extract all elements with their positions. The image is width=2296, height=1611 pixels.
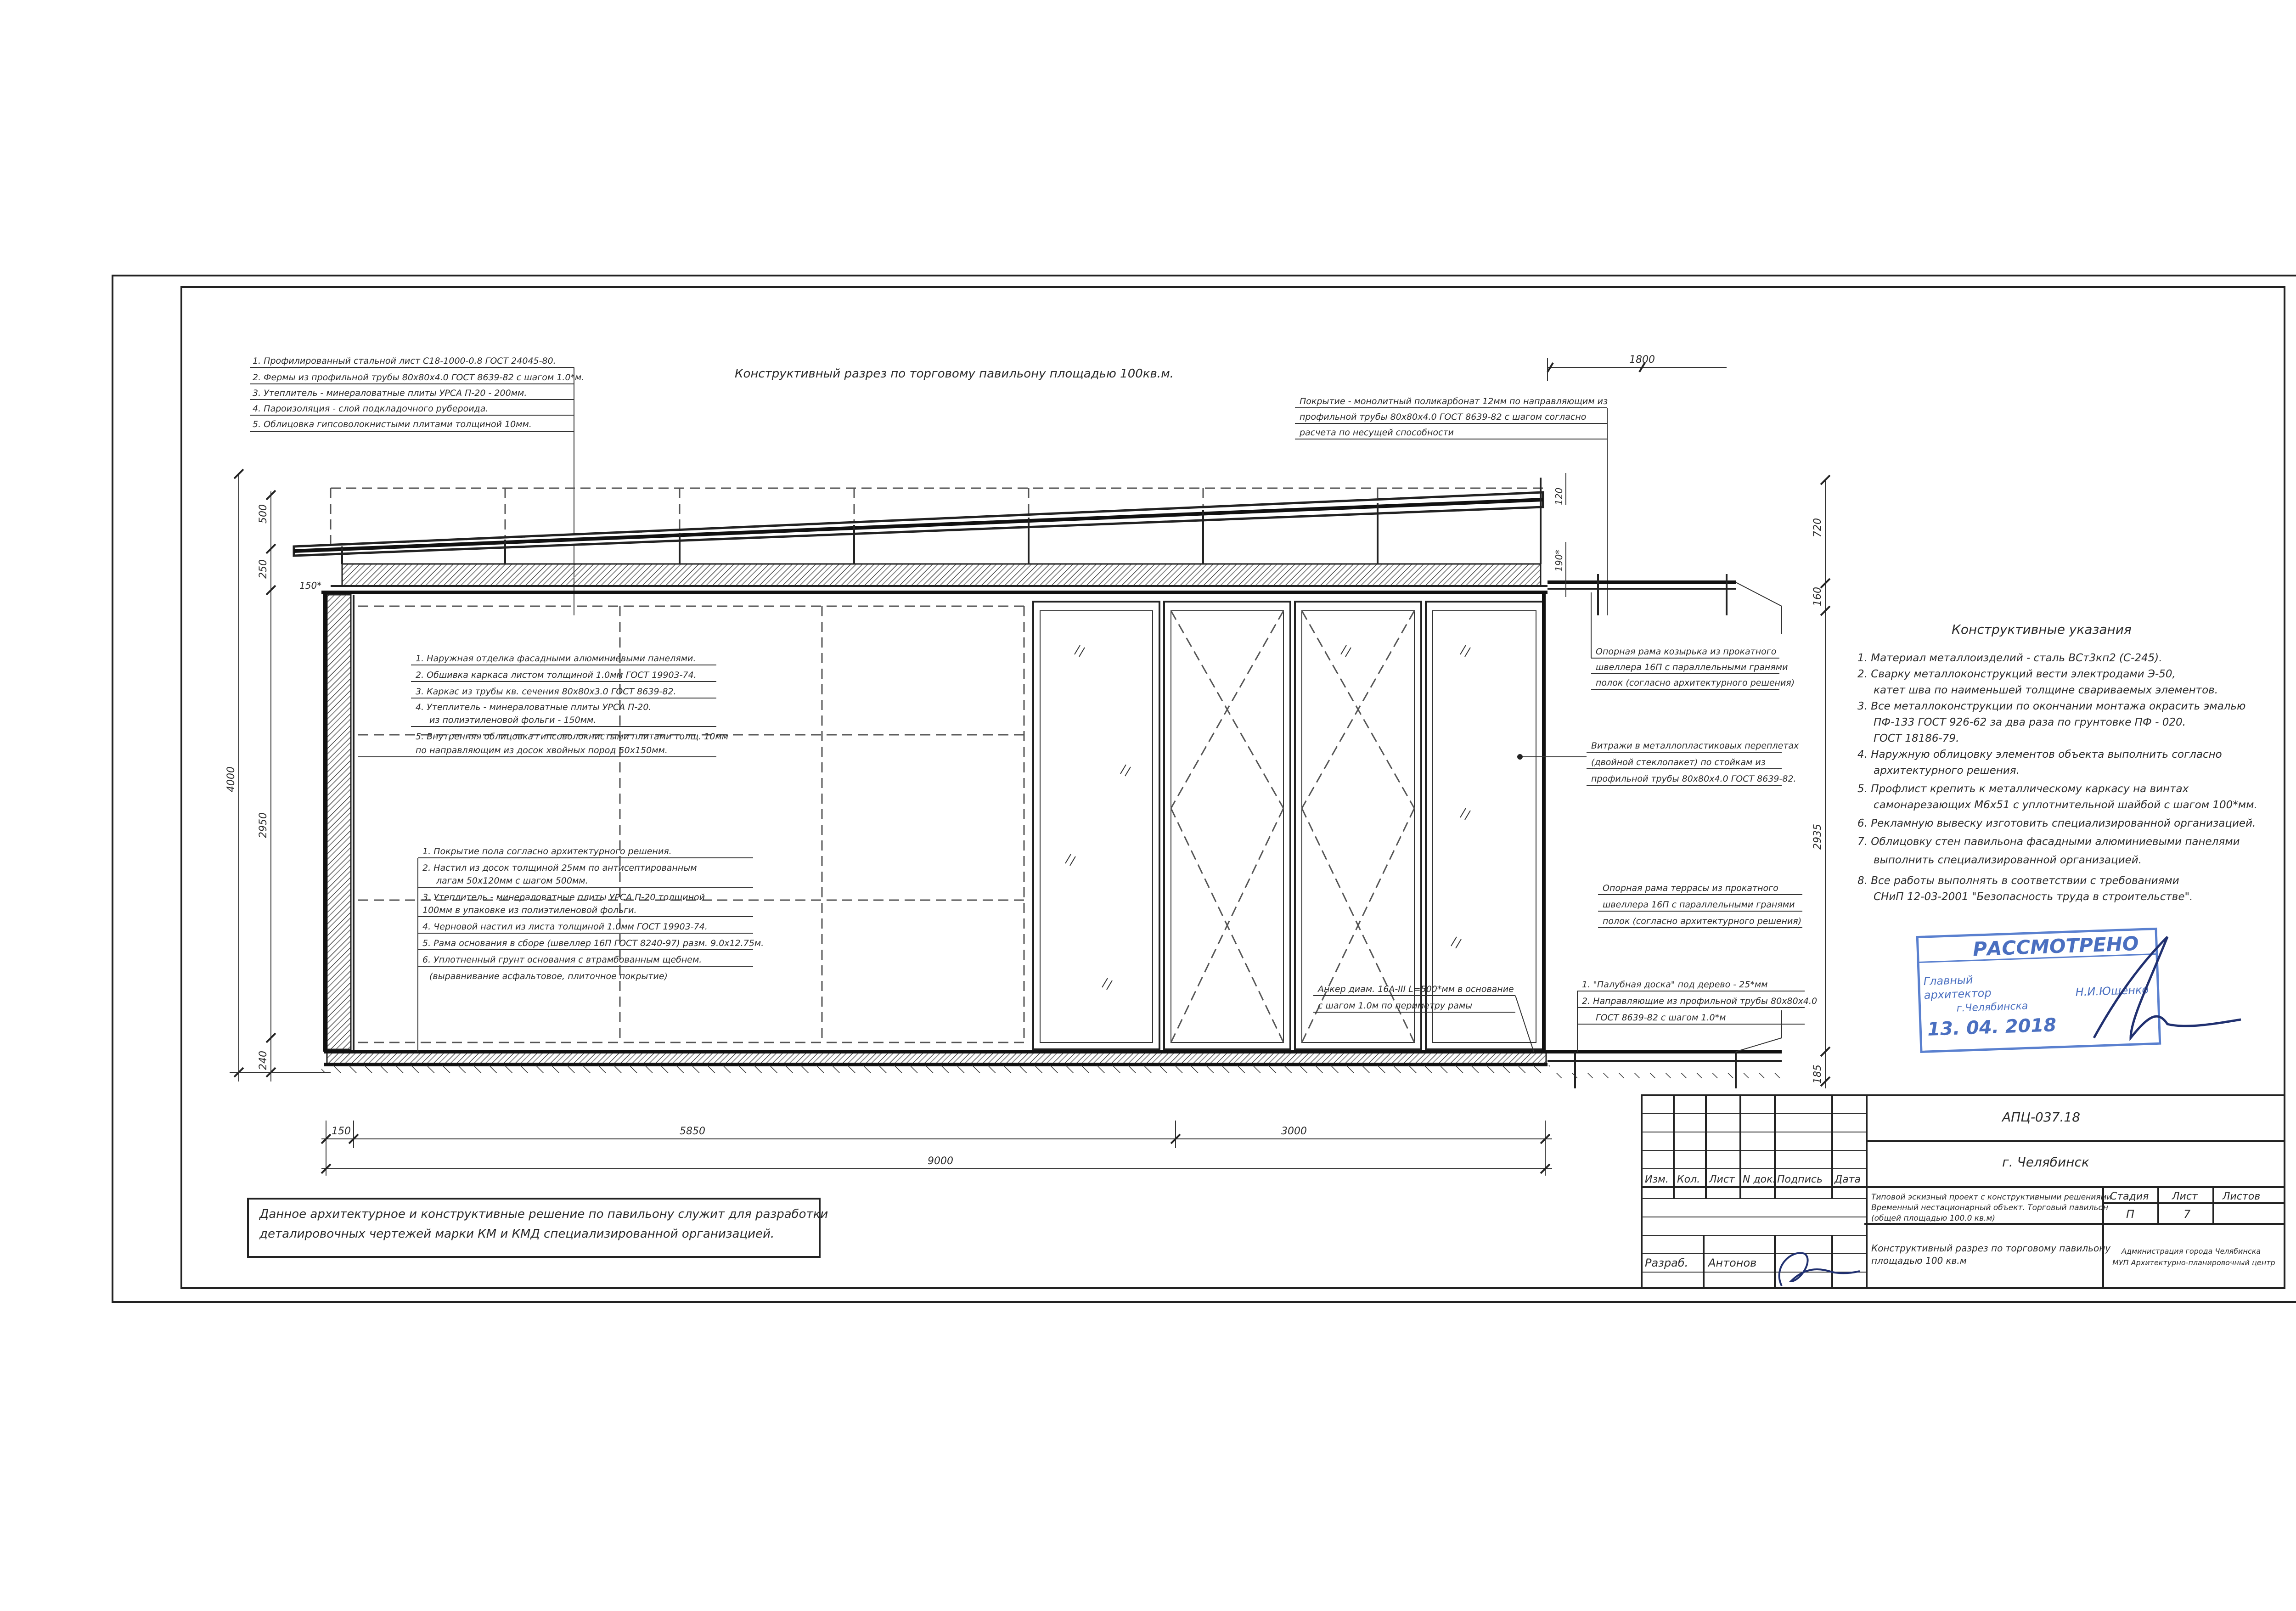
sheets-header: Листов — [2223, 1191, 2261, 1202]
bottom-dimensions — [321, 1121, 1552, 1176]
visor-note-1: Опорная рама козырька из прокатного — [1596, 647, 1777, 657]
roof-layer-3: 3. Утеплитель - минераловатные плиты УРСА П-20 - 200мм. — [253, 388, 527, 398]
instr-5: 5. Профлист крепить к металлическому каркасу на винтах — [1857, 783, 2189, 795]
terrace-layers-note — [1577, 980, 1817, 1052]
visor-note-3: полок (согласно архитектурного решения) — [1596, 678, 1795, 688]
terrace-layer-2: 2. Направляющие из профильной трубы 80х80х4.0 — [1582, 996, 1818, 1006]
floor-layer-1: 1. Покрытие пола согласно архитектурного решения. — [422, 846, 672, 856]
bottom-note-line-2: деталировочных чертежей марки КМ и КМД специализированной организацией. — [259, 1227, 775, 1241]
window-note-1: Витражи в металлопластиковых переплетах — [1591, 741, 1799, 751]
dim-2935: 2935 — [1812, 824, 1823, 850]
stamp-head: РАССМОТРЕНО — [1972, 932, 2139, 961]
stage-header: Стадия — [2110, 1191, 2149, 1202]
stage-value: П — [2126, 1208, 2135, 1221]
dim-500: 500 — [258, 504, 269, 524]
terrace-note-2: швеллера 16П с параллельными гранями — [1603, 900, 1795, 910]
wall-layers-legend — [358, 653, 728, 757]
instr-6: 6. Рекламную вывеску изготовить специализированной организацией. — [1857, 817, 2256, 829]
floor-layer-2b: лагам 50х120мм с шагом 500мм. — [436, 876, 588, 886]
project-line-1: Типовой эскизный проект с конструктивными решениями — [1871, 1193, 2112, 1202]
instr-4: 4. Наружную облицовку элементов объекта выполнить согласно — [1857, 749, 2222, 760]
instr-2: 2. Сварку металлоконструкций вести электродами Э-50, — [1857, 668, 2176, 680]
terrace-note-1: Опорная рама террасы из прокатного — [1603, 883, 1778, 893]
floor-layer-3: 3. Утеплитель - минераловатные плиты УРСА П-20 толщиной — [422, 892, 705, 902]
sheet-value: 7 — [2183, 1208, 2191, 1221]
window-frames — [1033, 592, 1544, 1052]
floor-layer-4: 4. Черновой настил из листа толщиной 1.0мм ГОСТ 19903-74. — [422, 922, 708, 932]
instr-8: 8. Все работы выполнять в соответствии с требованиями — [1857, 875, 2179, 887]
instr-2b: катет шва по наименьшей толщине свариваемых элементов. — [1874, 684, 2218, 696]
stamp-role-2: архитектор — [1924, 986, 1992, 1002]
wall-layer-4b: из полиэтиленовой фольги - 150мм. — [429, 715, 597, 725]
sheet-title-2: площадью 100 кв.м — [1871, 1255, 1967, 1266]
dim-150-gap: 150* — [299, 580, 322, 591]
bottom-note-line-1: Данное архитектурное и конструктивные решение по павильону служит для разработки — [259, 1207, 828, 1221]
floor-layer-6: 6. Уплотненный грунт основания с втрамбованным щебнем. — [422, 955, 702, 965]
dim-250: 250 — [258, 559, 269, 579]
canopy-note-line-1: Покрытие - монолитный поликарбонат 12мм по направляющим из — [1300, 396, 1608, 406]
doc-city: г. Челябинск — [2002, 1155, 2089, 1170]
col-podp: Подпись — [1777, 1174, 1823, 1185]
sheet-header: Лист — [2172, 1191, 2198, 1202]
wall-layer-2: 2. Обшивка каркаса листом толщиной 1.0мм ГОСТ 19903-74. — [416, 670, 697, 680]
instr-1: 1. Материал металлоизделий - сталь ВСт3кп2 (С-245). — [1857, 652, 2162, 664]
dim-185: 185 — [1812, 1065, 1823, 1084]
org-line-1: Администрация города Челябинска — [2122, 1247, 2261, 1256]
terrace-note-3: полок (согласно архитектурного решения) — [1603, 916, 1802, 926]
author-name: Антонов — [1708, 1256, 1757, 1269]
dim-720: 720 — [1812, 518, 1823, 537]
wall-layer-3: 3. Каркас из трубы кв. сечения 80х80х3.0 ГОСТ 8639-82. — [416, 687, 676, 697]
dim-5850: 5850 — [680, 1126, 705, 1137]
dim-bottom-150: 150 — [332, 1126, 351, 1137]
terrace-layer-2b: ГОСТ 8639-82 с шагом 1.0*м — [1596, 1013, 1726, 1023]
floor-layer-5: 5. Рама основания в сборе (швеллер 16П ГОСТ 8240-97) разм. 9.0х12.75м. — [422, 938, 764, 948]
roof-layer-2: 2. Фермы из профильной трубы 80х80х4.0 ГОСТ 8639-82 с шагом 1.0*м. — [253, 372, 585, 383]
instr-8b: СНиП 12-03-2001 "Безопасность труда в строительстве". — [1874, 891, 2193, 903]
dim-1800: 1800 — [1629, 354, 1655, 366]
bottom-note — [248, 1199, 828, 1257]
canopy-note-line-3: расчета по несущей способности — [1300, 428, 1454, 438]
project-line-2: Временный нестационарный объект. Торговый павильон — [1871, 1203, 2109, 1212]
dim-190: 190* — [1553, 549, 1564, 572]
floor-layer-6b: (выравнивание асфальтовое, плиточное покрытие) — [429, 971, 668, 981]
dim-240: 240 — [258, 1051, 269, 1070]
instr-5b: самонарезающих М6х51 с уплотнительной шайбой с шагом 100*мм. — [1874, 799, 2257, 811]
razrab-label: Разраб. — [1645, 1256, 1688, 1269]
left-dimensions — [225, 469, 331, 1082]
instr-7: 7. Облицовку стен павильона фасадными алюминиевыми панелями — [1857, 836, 2240, 848]
terrace-note — [1598, 883, 1802, 928]
instr-7b: выполнить специализированной организацией. — [1874, 854, 2142, 866]
stamp-date: 13. 04. 2018 — [1927, 1014, 2057, 1040]
col-ndok: N док. — [1743, 1174, 1776, 1185]
floor-layers-legend — [418, 846, 764, 1052]
window-note — [1517, 741, 1799, 785]
roof-layer-4: 4. Пароизоляция - слой подкладочного рубероида. — [253, 404, 489, 414]
dim-120: 120 — [1553, 487, 1564, 505]
stamp-city: г.Челябинска — [1956, 1000, 2028, 1014]
construction-instructions — [1857, 622, 2257, 903]
visor — [1548, 574, 1782, 634]
wall-layer-5b: по направляющим из досок хвойных пород 50х150мм. — [416, 745, 668, 755]
instr-3c: ГОСТ 18186-79. — [1874, 732, 1959, 744]
project-line-3: (общей площадью 100.0 кв.м) — [1871, 1214, 1995, 1223]
sheet-title-1: Конструктивный разрез по торговому павильону — [1871, 1243, 2111, 1254]
stamp-name: Н.И.Ющенко — [2075, 983, 2149, 999]
ground — [321, 1065, 1550, 1073]
col-data: Дата — [1835, 1174, 1861, 1185]
window-note-3: профильной трубы 80х80х4.0 ГОСТ 8639-82. — [1591, 774, 1796, 784]
anchor-note-1: Анкер диам. 16А-III L=500*мм в основание — [1318, 984, 1514, 994]
instructions-title: Конструктивные указания — [1952, 622, 2132, 637]
instr-3: 3. Все металлоконструкции по окончании монтажа окрасить эмалью — [1857, 700, 2246, 712]
col-list: Лист — [1709, 1174, 1735, 1185]
dim-4000: 4000 — [225, 766, 237, 792]
col-izm: Изм. — [1645, 1174, 1669, 1185]
doc-code: АПЦ-037.18 — [2002, 1110, 2081, 1125]
dim-canopy-1800 — [1548, 354, 1727, 381]
org-line-2: МУП Архитектурно-планировочный центр — [2112, 1258, 2275, 1267]
roof-insulation — [342, 564, 1541, 586]
stamp-role-1: Главный — [1923, 973, 1973, 988]
terrace-layer-1: 1. "Палубная доска" под дерево - 25*мм — [1582, 980, 1768, 990]
wall-layer-4: 4. Утеплитель - минераловатные плиты УРСА П-20. — [416, 702, 652, 712]
anchor-note-2: с шагом 1.0м по периметру рамы — [1318, 1001, 1473, 1011]
dim-3000: 3000 — [1281, 1126, 1307, 1137]
window-note-2: (двойной стеклопакет) по стойкам из — [1591, 757, 1766, 767]
floor-layer-3b: 100мм в упаковке из полиэтиленовой фольги. — [422, 905, 637, 915]
instr-4b: архитектурного решения. — [1874, 765, 2020, 777]
anchor-note — [1313, 984, 1534, 1052]
left-wall — [327, 595, 351, 1049]
wall-layer-1: 1. Наружная отделка фасадными алюминиевыми панелями. — [416, 653, 696, 664]
floor-layer-2: 2. Настил из досок толщиной 25мм по антисептированным — [422, 863, 697, 873]
canopy-note-line-2: профильной трубы 80х80х4.0 ГОСТ 8639-82 с шагом согласно — [1300, 412, 1587, 422]
author-signature — [1779, 1253, 1860, 1286]
instr-3b: ПФ-133 ГОСТ 926-62 за два раза по грунтовке ПФ - 020. — [1874, 716, 2186, 728]
roof-layer-5: 5. Облицовка гипсоволокнистыми плитами толщиной 10мм. — [253, 419, 532, 429]
col-kol: Кол. — [1677, 1174, 1700, 1185]
wall-layer-5: 5. Внутренняя облицовка гипсоволокнистыми плитами толщ. 10мм — [416, 732, 729, 742]
dim-2950: 2950 — [258, 812, 269, 838]
visor-note-2: швеллера 16П с параллельными гранями — [1596, 662, 1788, 672]
dim-160: 160 — [1812, 587, 1823, 606]
title-block — [1642, 1095, 2285, 1288]
visor-note — [1591, 592, 1795, 689]
roof-layer-1: 1. Профилированный стальной лист С18-1000-0.8 ГОСТ 24045-80. — [253, 356, 556, 366]
dim-9000: 9000 — [928, 1155, 953, 1167]
drawing-title: Конструктивный разрез по торговому павильону площадью 100кв.м. — [735, 367, 1174, 381]
